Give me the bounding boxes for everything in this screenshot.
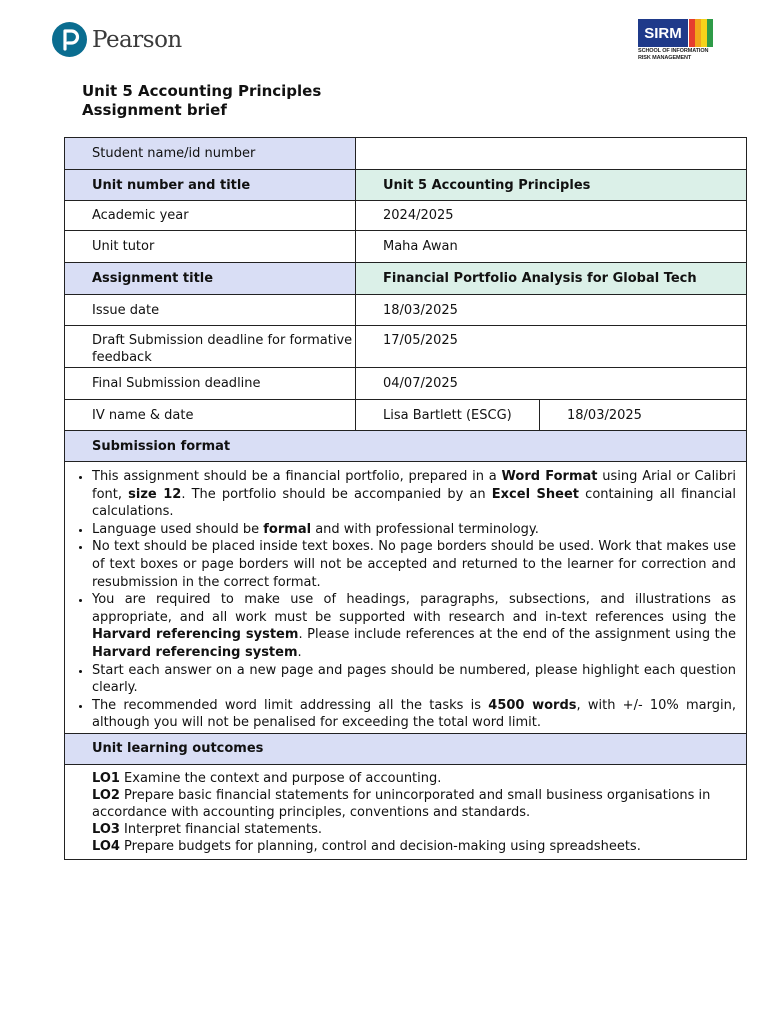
table-row [65, 400, 747, 431]
submission-format-heading: Submission format [65, 431, 747, 462]
table-row [65, 231, 747, 263]
document-title [82, 82, 321, 120]
row-value: Lisa Bartlett (ESCG) [356, 400, 540, 431]
table-row [65, 764, 747, 859]
sirm-subtitle-line1: SCHOOL OF INFORMATION [638, 48, 709, 54]
row-label: Final Submission deadline [65, 368, 356, 400]
row-label: Draft Submission deadline for formative feedback [65, 326, 356, 368]
learning-outcomes-cell [65, 764, 747, 859]
pearson-logo [52, 22, 182, 57]
student-name-field[interactable] [356, 138, 747, 170]
list-item: • This assignment should be a financial portfolio, prepared in a Word Format using Arial or Calibri font, size 12. The portfolio should be accompanied by an Excel Sheet containing all financial calculations. [92, 468, 736, 521]
row-value: 17/05/2025 [356, 326, 747, 368]
list-item: • You are required to make use of headings, paragraphs, subsections, and illustrations as appropriate, and all work must be supported with research and in-text references using the Harvard referencing system. Please include references at the end of the assignment using the Harvard referencing system. [92, 591, 736, 661]
row-value: Maha Awan [356, 231, 747, 263]
row-value: Financial Portfolio Analysis for Global Tech [356, 263, 747, 295]
row-value: 04/07/2025 [356, 368, 747, 400]
row-label: Student name/id number [65, 138, 356, 170]
learning-outcome-item: LO3 Interpret financial statements. [92, 821, 323, 837]
learning-outcome-item: LO4 Prepare budgets for planning, control and decision-making using spreadsheets. [92, 838, 641, 854]
pearson-p-icon [52, 22, 87, 57]
row-value: Unit 5 Accounting Principles [356, 170, 747, 201]
assignment-brief-table [64, 137, 747, 860]
list-item: • Start each answer on a new page and pages should be numbered, please highlight each question clearly. [92, 662, 736, 697]
title-line2: Assignment brief [82, 101, 227, 119]
learning-outcome-item: LO1 Examine the context and purpose of accounting. [92, 770, 442, 786]
table-row [65, 170, 747, 201]
learning-outcomes-heading: Unit learning outcomes [65, 733, 747, 764]
list-item: • No text should be placed inside text boxes. No page borders should be used. Work that makes use of text boxes or page borders will not be accepted and returned to the learner for correction and resubmission in the correct format. [92, 538, 736, 591]
list-item: • Language used should be formal and with professional terminology. [92, 521, 736, 539]
table-row [65, 138, 747, 170]
iv-date-value: 18/03/2025 [540, 400, 747, 431]
table-row [65, 263, 747, 295]
table-row [65, 368, 747, 400]
learning-outcome-item: LO2 Prepare basic financial statements for unincorporated and small business organisations in accordance with accounting principles, conventions and standards. [92, 787, 711, 820]
row-value: 2024/2025 [356, 201, 747, 231]
sirm-logo [638, 19, 716, 67]
submission-format-cell [65, 462, 747, 734]
sirm-subtitle [638, 48, 716, 61]
table-row [65, 201, 747, 231]
table-row [65, 462, 747, 734]
row-label: Issue date [65, 295, 356, 326]
pearson-wordmark: Pearson [92, 26, 182, 53]
list-item: • The recommended word limit addressing all the tasks is 4500 words, with +/- 10% margin, although you will not be penalised for exceeding the total word limit. [92, 697, 736, 732]
sirm-subtitle-line2: RISK MANAGEMENT [638, 54, 692, 61]
table-row [65, 733, 747, 764]
row-value: 18/03/2025 [356, 295, 747, 326]
sirm-wordmark: SIRM [638, 19, 688, 47]
row-label: Unit number and title [65, 170, 356, 201]
table-row [65, 431, 747, 462]
row-label: Assignment title [65, 263, 356, 295]
table-row [65, 295, 747, 326]
row-label: Academic year [65, 201, 356, 231]
row-label: IV name & date [65, 400, 356, 431]
table-row [65, 326, 747, 368]
sirm-color-bars-icon [689, 19, 713, 47]
row-label: Unit tutor [65, 231, 356, 263]
submission-format-list [65, 468, 746, 732]
title-line1: Unit 5 Accounting Principles [82, 82, 322, 100]
